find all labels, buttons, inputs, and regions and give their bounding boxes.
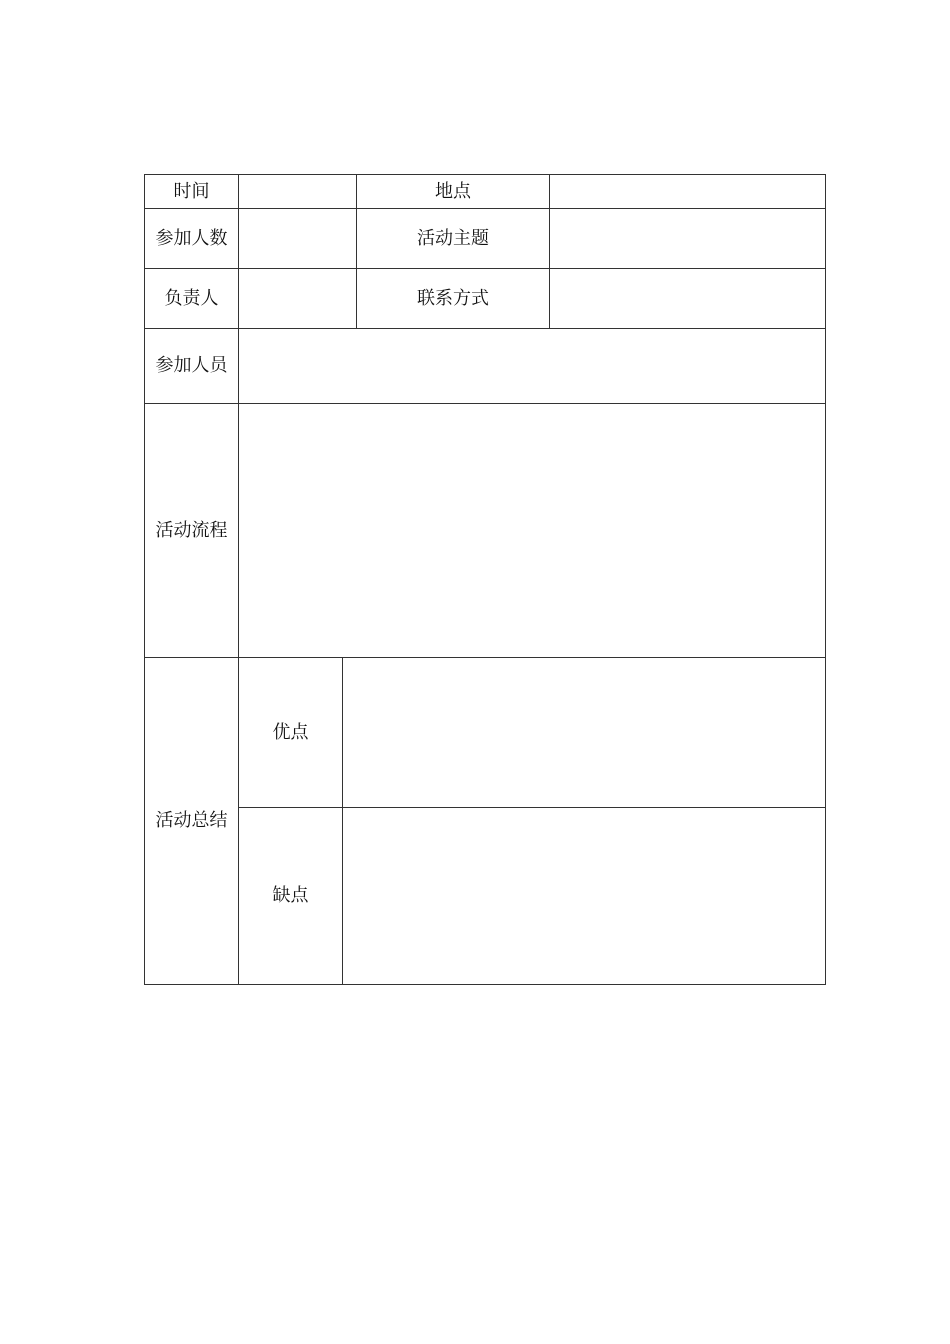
- row-count-theme: [145, 209, 826, 269]
- row-strengths: [145, 658, 826, 808]
- row-weaknesses: [145, 808, 826, 985]
- participant-count-field[interactable]: [239, 209, 357, 269]
- contact-label: 联系方式: [357, 269, 550, 329]
- row-participants: [145, 329, 826, 404]
- location-field[interactable]: [550, 175, 826, 209]
- row-charge-contact: [145, 269, 826, 329]
- row-time-location: [145, 175, 826, 209]
- strengths-label: 优点: [239, 658, 343, 808]
- activity-summary-label: 活动总结: [145, 658, 239, 985]
- person-in-charge-label: 负责人: [145, 269, 239, 329]
- activity-process-label: 活动流程: [145, 404, 239, 658]
- time-field[interactable]: [239, 175, 357, 209]
- activity-theme-field[interactable]: [550, 209, 826, 269]
- time-label: 时间: [145, 175, 239, 209]
- activity-record-form: [144, 174, 826, 985]
- weaknesses-label: 缺点: [239, 808, 343, 985]
- weaknesses-field[interactable]: [343, 808, 826, 985]
- contact-field[interactable]: [550, 269, 826, 329]
- strengths-field[interactable]: [343, 658, 826, 808]
- activity-process-field[interactable]: [239, 404, 826, 658]
- participant-count-label: 参加人数: [145, 209, 239, 269]
- row-process: [145, 404, 826, 658]
- activity-theme-label: 活动主题: [357, 209, 550, 269]
- location-label: 地点: [357, 175, 550, 209]
- participants-label: 参加人员: [145, 329, 239, 404]
- participants-field[interactable]: [239, 329, 826, 404]
- person-in-charge-field[interactable]: [239, 269, 357, 329]
